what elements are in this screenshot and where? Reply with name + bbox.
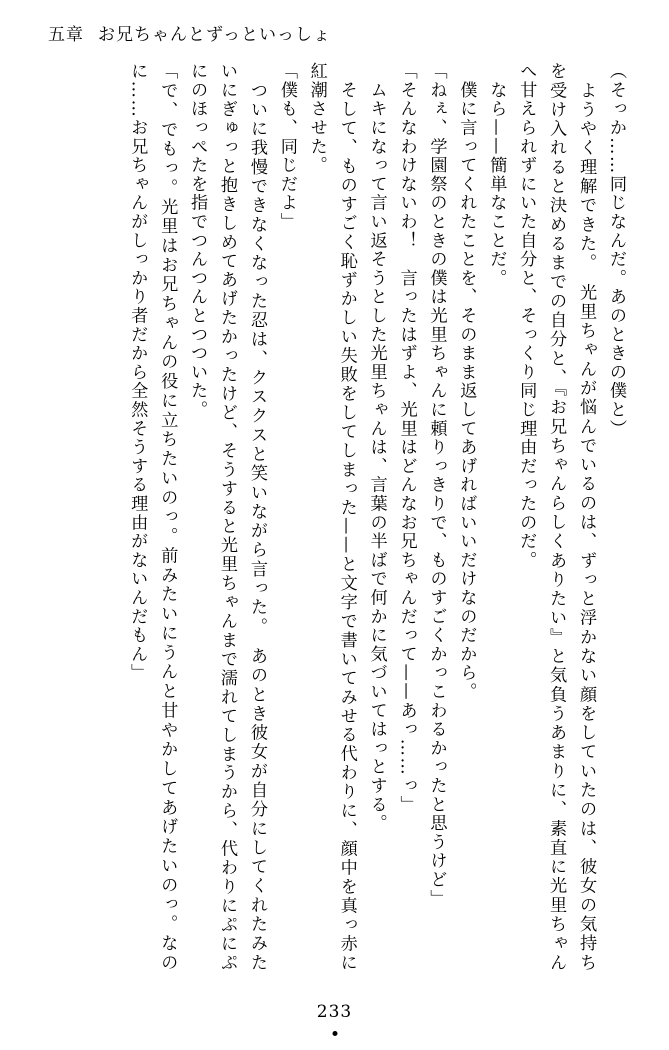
- chapter-title: お兄ちゃんとずっといっしょ: [98, 25, 331, 45]
- body-text: [40, 62, 630, 972]
- paragraph: ムキになって言い返そうとした光里ちゃんは、言葉の半ばで何かに気づいてはっとする。: [366, 62, 387, 833]
- paragraph: なら——簡単なことだ。: [486, 62, 507, 288]
- paragraph: ついに我慢できなくなった忍は、クスクスと笑いながら言った。 あのとき彼女が自分にしてくれたみたいにぎゅっと抱きしめてあげたかったけど、そうすると光里ちゃんまで濡れてしまうから、代わりにぷにぷにのほっぺたを指でつんつんとつついた。: [187, 62, 267, 972]
- chapter-number: 五章: [48, 25, 84, 45]
- paragraph: 「で、でもっ。光里はお兄ちゃんの役に立ちたいのっ。前みたいにうんと甘やかしてあげたいのっ。なのに……お兄ちゃんがしっかり者だから全然そうする理由がないんだもん」: [127, 62, 178, 972]
- paragraph: 「僕も、同じだよ」: [276, 62, 297, 232]
- paragraph: 僕に言ってくれたことを、そのまま返してあげればいいだけなのだから。: [456, 62, 477, 702]
- page-number: 233: [316, 1002, 353, 1022]
- decorative-dot: [332, 1031, 337, 1036]
- running-header: [48, 20, 331, 45]
- paragraph: 「ねぇ、学園祭のときの僕は光里ちゃんに頼りっきりで、ものすごくかっこわるかったと思うけど」: [426, 62, 447, 908]
- paragraph: 「そんなわけないわ！ 言ったはずよ、光里はどんなお兄ちゃんだって——あっ……っ」: [396, 62, 417, 814]
- paragraph: そして、ものすごく恥ずかしい失敗をしてしまった——と文字で書いてみせる代わりに、顔中を真っ赤に紅潮させた。: [306, 62, 357, 972]
- paragraph: （そっか……同じなんだ。あのときの僕と）: [606, 62, 626, 438]
- paragraph: ようやく理解できた。 光里ちゃんが悩んでいるのは、ずっと浮かない顔をしていたのは、彼女の気持ちを受け入れると決めるまでの自分と、『お兄ちゃんらしくありたい』と気負うあまりに、素直に光里ちゃんへ甘えられずにいた自分と、そっくり同じ理由だったのだ。: [516, 62, 597, 972]
